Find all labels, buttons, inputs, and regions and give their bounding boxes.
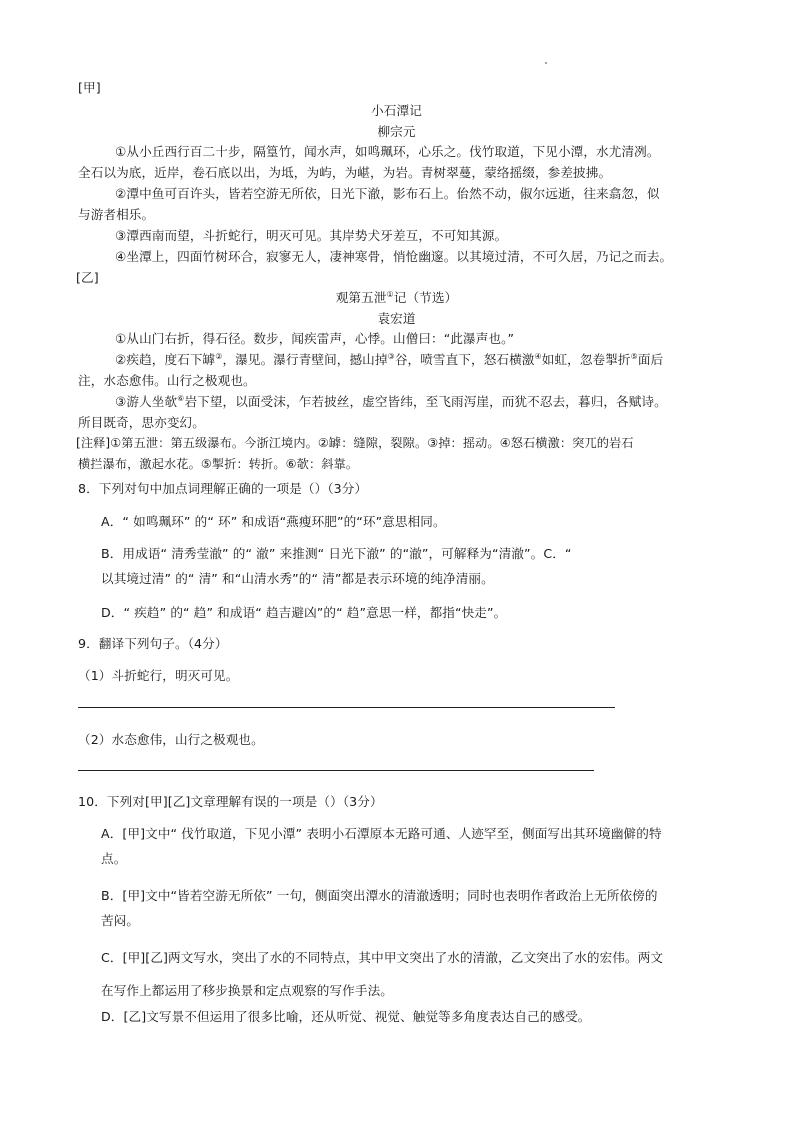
passage-a-para4: ④坐潭上，四面竹树环合，寂寥无人，凄神寒骨，悄怆幽邃。以其境过清，不可久居，乃记之而去。 (115, 249, 673, 264)
q8-option-b-line1: B．用成语“ 清秀莹澈” 的“ 澈” 来推测“ 日光下澈” 的“澈”，可解释为“清澈”。C．“ (101, 546, 572, 561)
q10-option-d: D．[乙]文写景不但运用了很多比喻，还从听觉、视觉、触觉等多角度表达自己的感受。 (101, 1009, 591, 1024)
q10-option-c-line2: 在写作上都运用了移步换景和定点观察的写作手法。 (101, 983, 393, 998)
q10-option-b-line2: 苦闷。 (101, 913, 140, 928)
q9-stem: 9．翻译下列句子。（4分） (78, 636, 228, 651)
q8-option-d: D．“ 疾趋” 的“ 趋” 和成语“ 趋吉避凶”的“ 趋”意思一样，都指“快走”。 (101, 605, 507, 620)
passage-b-para2-line2: 注，水态愈伟。山行之极观也。 (78, 373, 256, 388)
passage-a-title: 小石潭记 (371, 103, 422, 118)
q10-option-c-line1: C．[甲][乙]两文写水，突出了水的不同特点，其中甲文突出了水的清澈，乙文突出了水的宏伟。两文 (101, 950, 664, 965)
passage-a-para2-line1: ②潭中鱼可百许头，皆若空游无所依，日光下澈，影布石上。佁然不动，俶尔远逝，往来翕忽，似 (115, 186, 660, 201)
passage-b-notes-line1: [注释]①第五泄：第五级瀑布。今浙江境内。②罅：缝隙，裂隙。③掉：摇动。④怒石横激：突兀的岩石 (76, 436, 634, 450)
passage-b-para3-line2: 所目既奇，思亦变幻。 (78, 415, 205, 430)
q8-option-a: A．“ 如鸣珮环” 的“ 环” 和成语“燕瘦环肥”的“环”意思相同。 (101, 514, 446, 529)
scan-speck (545, 62, 547, 64)
q9-item2: （2）水态愈伟，山行之极观也。 (78, 732, 264, 747)
passage-b-title: 观第五泄①记（节选） (335, 290, 458, 305)
q8-stem: 8．下列对句中加点词理解正确的一项是（）（3分） (78, 481, 368, 496)
q8-option-b-line2: 以其境过清” 的“ 清” 和“山清水秀”的“ 清”都是表示环境的纯净清丽。 (101, 571, 494, 586)
passage-b-notes-line2: 横拦瀑布，激起水花。⑤掣折：转折。⑥欹：斜靠。 (78, 457, 359, 471)
q10-option-a-line1: A．[甲]文中“ 伐竹取道，下见小潭” 表明小石潭原本无路可通、人迹罕至，侧面写出其环境幽僻的特 (101, 826, 662, 841)
passage-a-para1-line2: 全石以为底，近岸，卷石底以出，为坻，为屿，为嵁，为岩。青树翠蔓，蒙络摇缀，参差披拂。 (78, 165, 612, 180)
q9-item1: （1）斗折蛇行，明灭可见。 (78, 668, 239, 683)
passage-b-para1: ①从山门右折，得石径。数步，闻疾雷声，心悸。山僧曰：“此瀑声也。” (115, 331, 515, 346)
passage-b-para3-line1: ③游人坐欹⑥岩下望，以面受沫，乍若披丝，虚空皆纬，至飞雨泻崖，而犹不忍去，暮归，各赋诗。 (115, 394, 667, 409)
passage-b-para2-line1: ②疾趋，度石下罅②，瀑见。瀑行青壁间，撼山掉③谷，喷雪直下，怒石横激④如虹，忽卷掣折⑤面后 (115, 352, 664, 367)
passage-b-author: 袁宏道 (377, 311, 416, 326)
passage-a-para3: ③潭西南而望，斗折蛇行，明灭可见。其岸势犬牙差互，不可知其源。 (115, 228, 508, 243)
passage-a-author: 柳宗元 (377, 124, 416, 139)
q10-stem: 10．下列对[甲][乙]文章理解有误的一项是（）（3分） (78, 794, 383, 809)
q9-answer-line-2 (78, 770, 594, 771)
passage-a-para1-line1: ①从小丘西行百二十步，隔篁竹，闻水声，如鸣珮环，心乐之。伐竹取道，下见小潭，水尤清冽。 (115, 144, 660, 159)
passage-a-label: [甲] (78, 80, 101, 95)
q10-option-b-line1: B．[甲]文中“皆若空游无所依” 一句，侧面突出潭水的清澈透明；同时也表明作者政治上无所依傍的 (101, 888, 658, 903)
passage-a-para2-line2: 与游者相乐。 (78, 207, 155, 222)
q9-answer-line-1 (78, 707, 615, 708)
q10-option-a-line2: 点。 (101, 851, 127, 866)
passage-b-label: [乙] (76, 270, 99, 285)
